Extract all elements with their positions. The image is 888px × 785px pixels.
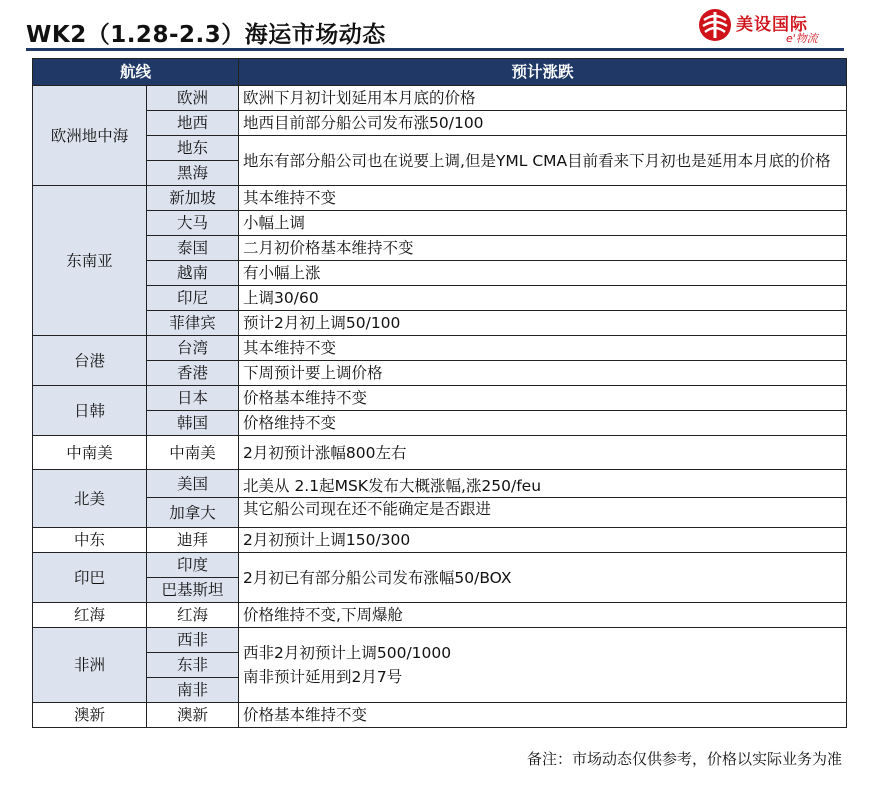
table-row [33, 411, 847, 436]
region-cell: 澳新 [33, 703, 147, 728]
table-header-row [33, 59, 847, 86]
region-cell: 印巴 [33, 553, 147, 603]
city-cell: 印尼 [147, 286, 239, 311]
logo-mark-icon [698, 8, 732, 42]
desc-cell: 其它船公司现在还不能确定是否跟进 [239, 498, 847, 528]
table-row [33, 628, 847, 653]
header-route: 航线 [33, 59, 239, 86]
desc-cell: 有小幅上涨 [239, 261, 847, 286]
table-row [33, 86, 847, 111]
city-cell: 地东 [147, 136, 239, 161]
table-row [33, 311, 847, 336]
desc-cell: 欧洲下月初计划延用本月底的价格 [239, 86, 847, 111]
table-row [33, 111, 847, 136]
desc-cell: 价格维持不变 [239, 411, 847, 436]
city-cell: 地西 [147, 111, 239, 136]
city-cell: 韩国 [147, 411, 239, 436]
table-row [33, 703, 847, 728]
city-cell: 台湾 [147, 336, 239, 361]
table-row [33, 136, 847, 161]
region-cell: 中南美 [33, 436, 147, 470]
desc-cell: 2月初预计上调150/300 [239, 528, 847, 553]
desc-cell: 二月初价格基本维持不变 [239, 236, 847, 261]
city-cell: 南非 [147, 678, 239, 703]
city-cell: 新加坡 [147, 186, 239, 211]
city-cell: 欧洲 [147, 86, 239, 111]
table-row [33, 261, 847, 286]
region-cell: 中东 [33, 528, 147, 553]
desc-cell: 下周预计要上调价格 [239, 361, 847, 386]
city-cell: 加拿大 [147, 498, 239, 528]
city-cell: 东非 [147, 653, 239, 678]
region-cell: 日韩 [33, 386, 147, 436]
table-row [33, 553, 847, 578]
table-row [33, 498, 847, 528]
desc-cell: 其本维持不变 [239, 186, 847, 211]
region-cell: 欧洲地中海 [33, 86, 147, 186]
city-cell: 中南美 [147, 436, 239, 470]
desc-line: 南非预计延用到2月7号 [243, 668, 403, 686]
desc-cell: 价格基本维持不变 [239, 703, 847, 728]
city-cell: 澳新 [147, 703, 239, 728]
page-title: WK2（1.28-2.3）海运市场动态 [26, 22, 386, 48]
desc-cell [239, 628, 847, 703]
desc-cell: 价格维持不变,下周爆舱 [239, 603, 847, 628]
region-cell: 东南亚 [33, 186, 147, 336]
desc-cell: 2月初预计涨幅800左右 [239, 436, 847, 470]
region-cell: 台港 [33, 336, 147, 386]
freight-table [32, 58, 847, 728]
desc-cell: 小幅上调 [239, 211, 847, 236]
table-row [33, 603, 847, 628]
city-cell: 巴基斯坦 [147, 578, 239, 603]
city-cell: 大马 [147, 211, 239, 236]
desc-cell: 价格基本维持不变 [239, 386, 847, 411]
table-row [33, 336, 847, 361]
city-cell: 印度 [147, 553, 239, 578]
city-cell: 日本 [147, 386, 239, 411]
desc-cell: 预计2月初上调50/100 [239, 311, 847, 336]
table-row [33, 470, 847, 498]
logo-subtitle: e'物流 [786, 32, 818, 45]
table-row [33, 528, 847, 553]
city-cell: 美国 [147, 470, 239, 498]
title-divider [26, 48, 844, 51]
table-row [33, 361, 847, 386]
city-cell: 西非 [147, 628, 239, 653]
city-cell: 迪拜 [147, 528, 239, 553]
city-cell: 越南 [147, 261, 239, 286]
city-cell: 黑海 [147, 161, 239, 186]
city-cell: 红海 [147, 603, 239, 628]
header-forecast: 预计涨跌 [239, 59, 847, 86]
region-cell: 北美 [33, 470, 147, 528]
brand-logo [696, 6, 846, 46]
region-cell: 非洲 [33, 628, 147, 703]
city-cell: 菲律宾 [147, 311, 239, 336]
city-cell: 香港 [147, 361, 239, 386]
table-row [33, 386, 847, 411]
region-cell: 红海 [33, 603, 147, 628]
desc-cell: 地西目前部分船公司发布涨50/100 [239, 111, 847, 136]
desc-cell: 地东有部分船公司也在说要上调,但是YML CMA目前看来下月初也是延用本月底的价格 [239, 136, 847, 186]
table-row [33, 211, 847, 236]
table-row [33, 236, 847, 261]
table-row [33, 436, 847, 470]
desc-cell: 北美从 2.1起MSK发布大概涨幅,涨250/feu [239, 470, 847, 498]
desc-line: 西非2月初预计上调500/1000 [243, 644, 452, 662]
desc-cell: 2月初已有部分船公司发布涨幅50/BOX [239, 553, 847, 603]
table-row [33, 286, 847, 311]
table-row [33, 186, 847, 211]
logo-name: 美设国际 [736, 15, 808, 35]
desc-cell: 上调30/60 [239, 286, 847, 311]
city-cell: 泰国 [147, 236, 239, 261]
desc-cell: 其本维持不变 [239, 336, 847, 361]
footnote: 备注：市场动态仅供参考，价格以实际业务为准 [526, 750, 842, 768]
